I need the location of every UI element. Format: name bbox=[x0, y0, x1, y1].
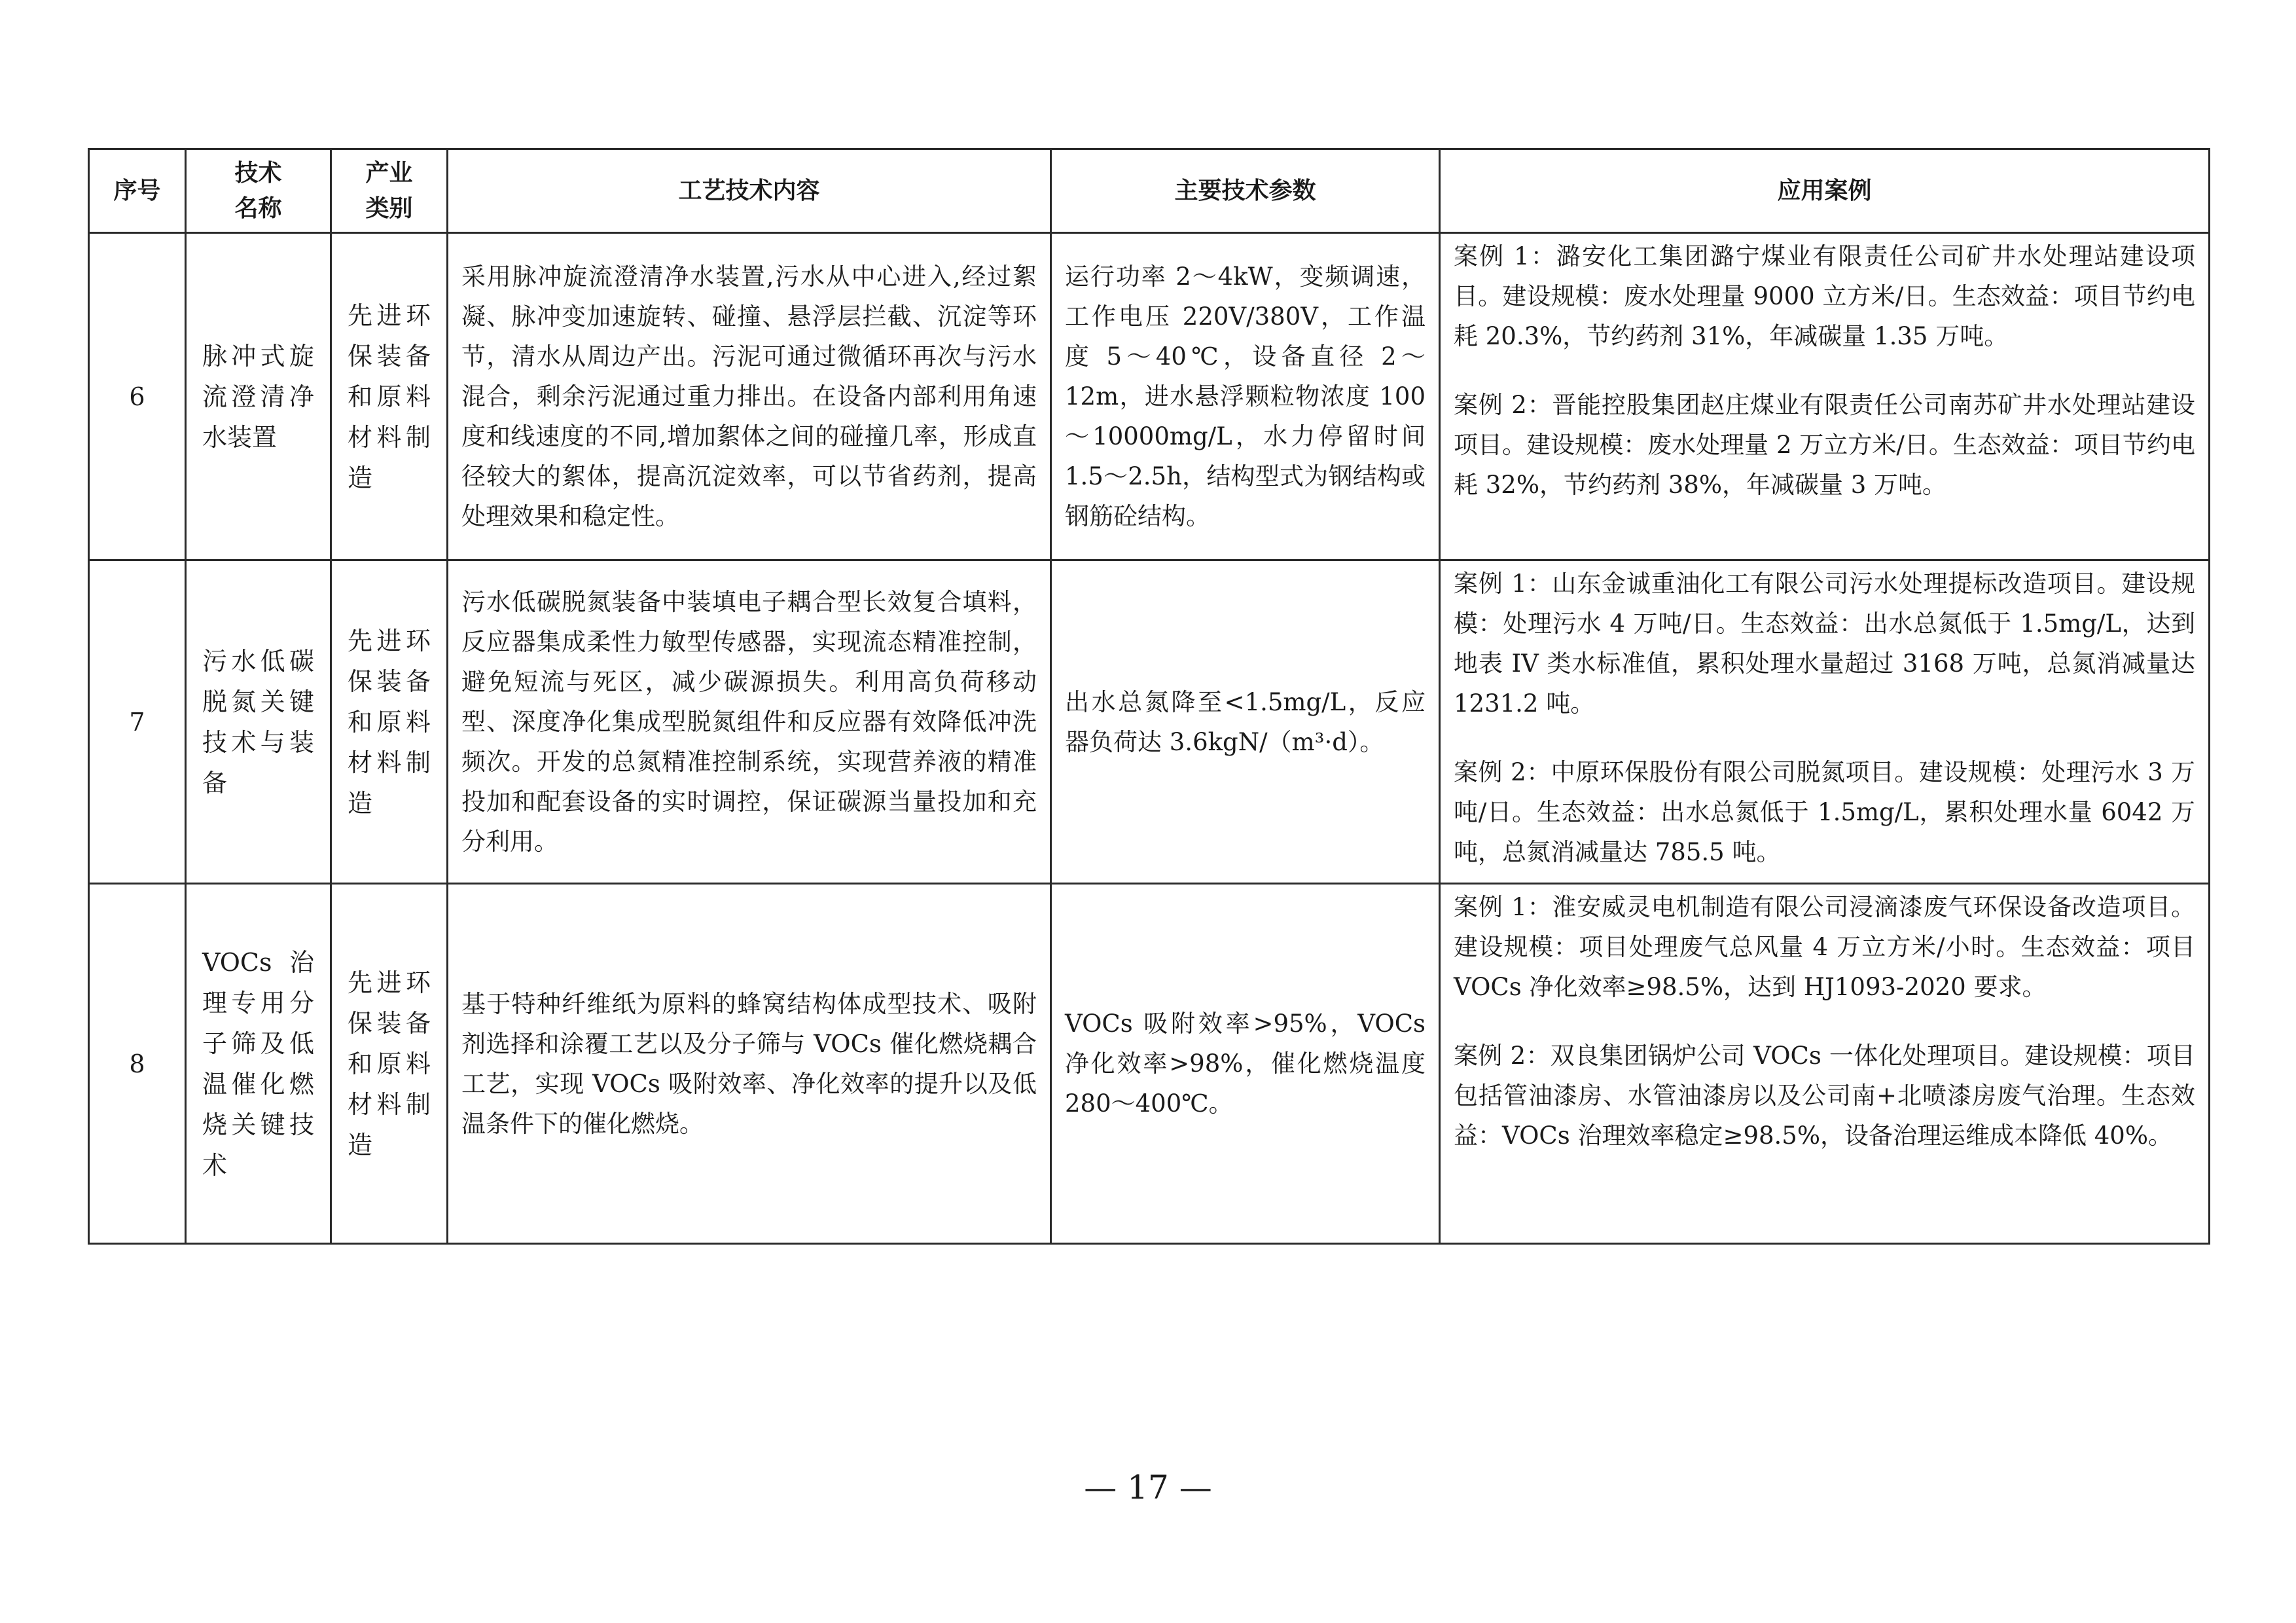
header-main-parameters: 主要技术参数 bbox=[1051, 149, 1440, 233]
row-process-content: 污水低碳脱氮装备中装填电子耦合型长效复合填料，反应器集成柔性力敏型传感器，实现流态精准控制，避免短流与死区，减少碳源损失。利用高负荷移动型、深度净化集成型脱氮组件和反应器有效降低冲洗频次。开发的总氮精准控制系统，实现营养液的精准投加和配套设备的实时调控，保证碳源当量投加和充分利用。 bbox=[448, 560, 1051, 884]
row-industry-category: 先进环保装备和原料材料制造 bbox=[331, 233, 448, 560]
row-main-parameters: 出水总氮降至<1.5mg/L，反应器负荷达 3.6kgN/（m³·d）。 bbox=[1051, 560, 1440, 884]
case-1: 案例 1：山东金诚重油化工有限公司污水处理提标改造项目。建设规模：处理污水 4 万吨/日。生态效益：出水总氮低于 1.5mg/L，达到地表 IV 类水标准值，累积处理水量超过 3168 万吨，总氮消减量达 1231.2 吨。 bbox=[1454, 570, 2195, 718]
table-row bbox=[89, 233, 2210, 560]
table-row bbox=[89, 560, 2210, 884]
row-technology-name: 脉冲式旋流澄清净水装置 bbox=[186, 233, 331, 560]
row-industry-category: 先进环保装备和原料材料制造 bbox=[331, 560, 448, 884]
row-main-parameters: 运行功率 2～4kW，变频调速，工作电压 220V/380V，工作温度 5～40℃，设备直径 2～12m，进水悬浮颗粒物浓度 100～10000mg/L，水力停留时间 1.5～2.5h，结构型式为钢结构或钢筋砼结构。 bbox=[1051, 233, 1440, 560]
row-main-parameters: VOCs 吸附效率>95%，VOCs 净化效率>98%，催化燃烧温度 280～400℃。 bbox=[1051, 884, 1440, 1244]
header-industry-category-text: 产业 类别 bbox=[365, 159, 413, 222]
row-serial-number: 6 bbox=[89, 233, 186, 560]
case-2: 案例 2：双良集团锅炉公司 VOCs 一体化处理项目。建设规模：项目包括管油漆房、水管油漆房以及公司南+北喷漆房废气治理。生态效益：VOCs 治理效率稳定≥98.5%，设备治理运维成本降低 40%。 bbox=[1454, 1042, 2195, 1150]
header-application-cases: 应用案例 bbox=[1440, 149, 2210, 233]
row-application-cases bbox=[1440, 233, 2210, 560]
row-serial-number: 8 bbox=[89, 884, 186, 1244]
header-process-content: 工艺技术内容 bbox=[448, 149, 1051, 233]
technology-table bbox=[88, 148, 2210, 1245]
case-2: 案例 2：晋能控股集团赵庄煤业有限责任公司南苏矿井水处理站建设项目。建设规模：废水处理量 2 万立方米/日。生态效益：项目节约电耗 32%，节约药剂 38%，年减碳量 3 万吨。 bbox=[1454, 391, 2195, 499]
table-row bbox=[89, 884, 2210, 1244]
header-serial-number: 序号 bbox=[89, 149, 186, 233]
header-technology-name bbox=[186, 149, 331, 233]
row-serial-number: 7 bbox=[89, 560, 186, 884]
row-industry-category: 先进环保装备和原料材料制造 bbox=[331, 884, 448, 1244]
row-application-cases bbox=[1440, 560, 2210, 884]
header-industry-category bbox=[331, 149, 448, 233]
case-2: 案例 2：中原环保股份有限公司脱氮项目。建设规模：处理污水 3 万吨/日。生态效益：出水总氮低于 1.5mg/L，累积处理水量 6042 万吨，总氮消减量达 785.5 吨。 bbox=[1454, 758, 2195, 866]
row-process-content: 基于特种纤维纸为原料的蜂窝结构体成型技术、吸附剂选择和涂覆工艺以及分子筛与 VOCs 催化燃烧耦合工艺，实现 VOCs 吸附效率、净化效率的提升以及低温条件下的催化燃烧。 bbox=[448, 884, 1051, 1244]
row-technology-name: 污水低碳脱氮关键技术与装备 bbox=[186, 560, 331, 884]
row-process-content: 采用脉冲旋流澄清净水装置,污水从中心进入,经过絮凝、脉冲变加速旋转、碰撞、悬浮层拦截、沉淀等环节，清水从周边产出。污泥可通过微循环再次与污水混合，剩余污泥通过重力排出。在设备内部利用角速度和线速度的不同,增加絮体之间的碰撞几率，形成直径较大的絮体，提高沉淀效率，可以节省药剂，提高处理效果和稳定性。 bbox=[448, 233, 1051, 560]
page-number: — 17 — bbox=[1084, 1468, 1212, 1506]
case-1: 案例 1：潞安化工集团潞宁煤业有限责任公司矿井水处理站建设项目。建设规模：废水处理量 9000 立方米/日。生态效益：项目节约电耗 20.3%，节约药剂 31%，年减碳量 1.35 万吨。 bbox=[1454, 242, 2195, 350]
row-application-cases bbox=[1440, 884, 2210, 1244]
header-technology-name-text: 技术 名称 bbox=[234, 159, 282, 222]
row-technology-name: VOCs 治理专用分子筛及低温催化燃烧关键技术 bbox=[186, 884, 331, 1244]
case-1: 案例 1：淮安威灵电机制造有限公司浸滴漆废气环保设备改造项目。建设规模：项目处理废气总风量 4 万立方米/小时。生态效益：项目 VOCs 净化效率≥98.5%，达到 HJ1093-2020 要求。 bbox=[1454, 893, 2195, 1001]
table-header-row bbox=[89, 149, 2210, 233]
